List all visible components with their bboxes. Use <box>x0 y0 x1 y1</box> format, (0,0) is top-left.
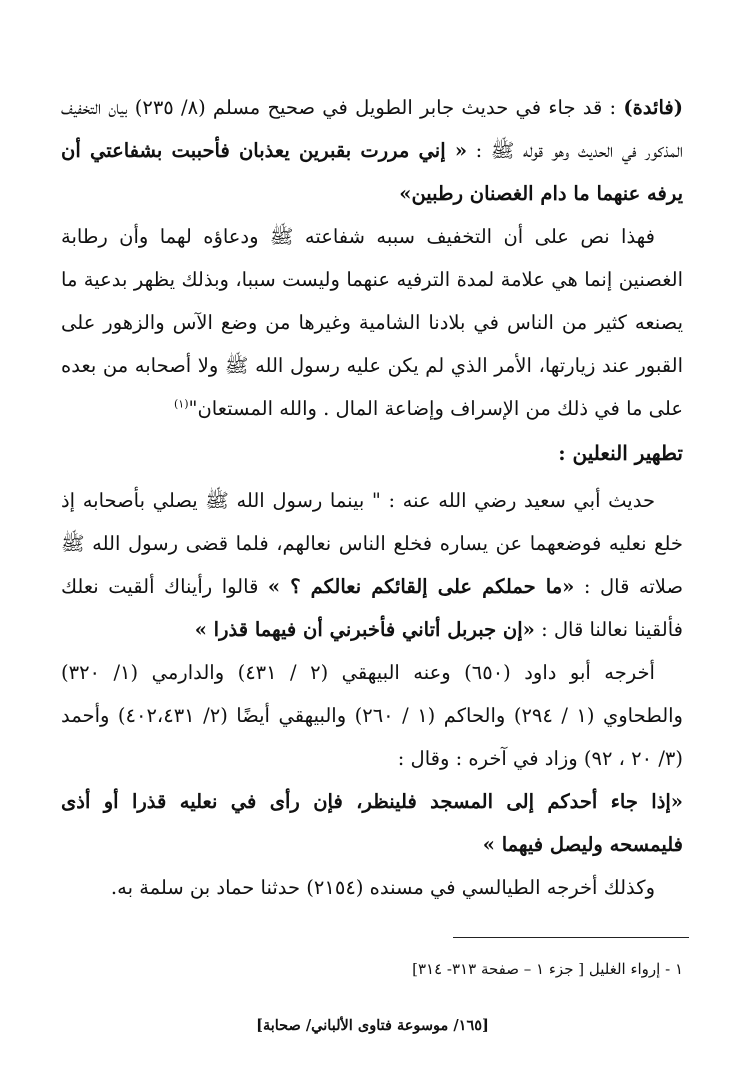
paragraph-hadith-sandals <box>61 479 683 651</box>
hadith-quote-2: «إن جبربل أتاني فأخبرني أن فيهما قذرا » <box>194 618 535 641</box>
hadith-quote-1: «ما حملكم على إلقائكم نعالكم ؟ » <box>267 575 575 598</box>
paragraph-takhrij: أخرجه أبو داود (٦٥٠) وعنه البيهقي (٢ / ٤٣١) والدارمي (١/ ٣٢٠) والطحاوي (١ / ٢٩٤) والحاكم (١ / ٢٦٠) والبيهقي أيضًا (٢/ ٤٠٢،٤٣١) وأحمد (٣/ ٢٠ ، ٩٢) وزاد في آخره : وقال : <box>61 661 683 770</box>
fayda-label: (فائدة) <box>623 96 683 119</box>
footnote-reference: (١) <box>173 397 189 411</box>
main-text <box>61 86 683 909</box>
paragraph-explanation <box>61 215 683 430</box>
section-heading: تطهير النعلين : <box>558 441 683 465</box>
hadith-text-2: قالوا رأيناك ألقيت نعلك فألقينا نعالنا قال : <box>61 575 683 641</box>
fayda-text: : قد جاء في حديث جابر الطويل في صحيح مسلم (٨/ ٢٣٥) بيان التخفيف المذكور في الحديث وهو قوله ﷺ : <box>61 96 683 162</box>
paragraph-hadith-masjid: «إذا جاء أحدكم إلى المسجد فلينظر، فإن رأى في نعليه قذرا أو أذى فليمسحه وليصل فيهما » <box>61 790 683 856</box>
paragraph-tayalisi: وكذلك أخرجه الطيالسي في مسنده (٢١٥٤) حدثنا حماد بن سلمة به. <box>110 876 655 899</box>
footnote: ١ - إرواء الغليل [ جزء ١ – صفحة ٣١٣- ٣١٤] <box>412 960 683 978</box>
page-footer: [١٦٥/ موسوعة فتاوى الألباني/ صحابة] <box>256 1017 489 1034</box>
hadith-quote-graves: « إني مررت بقبرين يعذبان فأحببت بشفاعتي أن يرفه عنهما ما دام الغصنان رطبين» <box>61 139 683 205</box>
footnote-separator <box>453 937 689 938</box>
hadith-text-1: حديث أبي سعيد رضي الله عنه : " بينما رسول الله ﷺ يصلي بأصحابه إذ خلع نعليه فوضعهما عن يساره فخلع الناس نعالهم، فلما قضى رسول الله ﷺ صلاته قال : <box>61 489 684 598</box>
paragraph-fayda <box>61 86 683 215</box>
explanation-text: فهذا نص على أن التخفيف سببه شفاعته ﷺ ودعاؤه لهما وأن رطابة الغصنين إنما هي علامة لمدة الترفيه عنهما وليست سببا، وبذلك يظهر بدعية ما يصنعه كثير من الناس في بلادنا الشامية وغيرها من وضع الآس والزهور على القبور عند زيارتها، الأمر الذي لم يكن عليه رسول الله ﷺ ولا أصحابه من بعده على ما في ذلك من الإسراف وإضاعة المال . والله المستعان" <box>61 225 683 420</box>
